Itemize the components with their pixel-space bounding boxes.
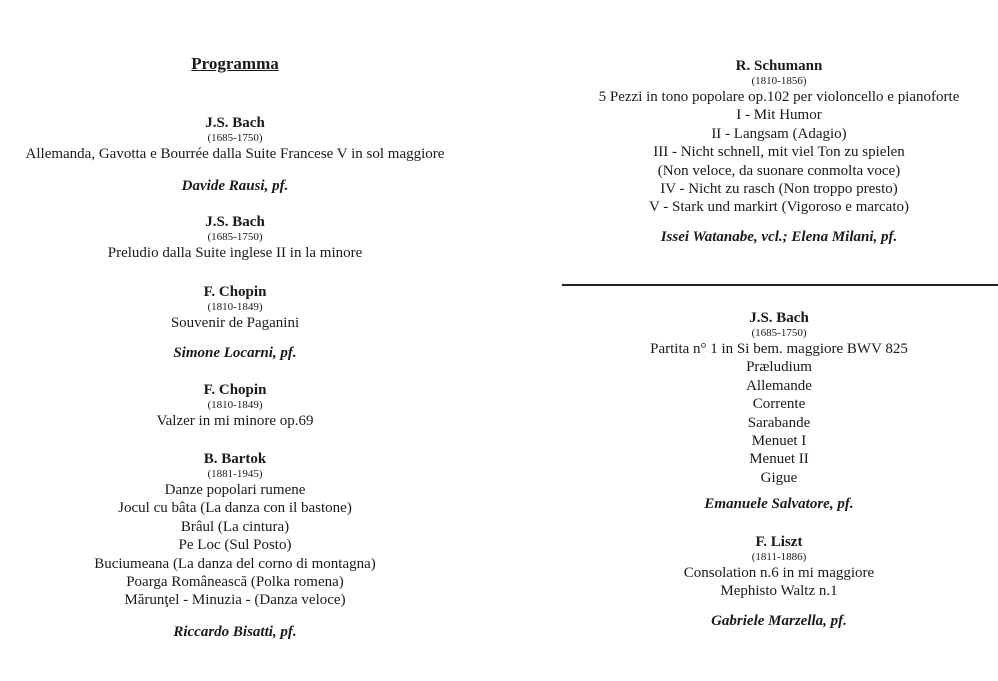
piece-title: Poarga Românească (Polka romena) bbox=[126, 574, 344, 591]
piece-title: V - Stark und markirt (Vigoroso e marcato) bbox=[648, 199, 909, 216]
piece-title: Buciumeana (La danza del corno di montagna) bbox=[94, 555, 376, 572]
composer-dates: (1811-1886) bbox=[751, 551, 807, 563]
program-entry bbox=[0, 450, 470, 610]
composer-name: J.S. Bach bbox=[205, 115, 265, 131]
program-entry bbox=[560, 533, 998, 601]
program-title: Programma bbox=[191, 54, 279, 73]
piece-title: Præludium bbox=[746, 359, 812, 376]
composer-name: F. Chopin bbox=[203, 284, 267, 300]
piece-title: III - Nicht schnell, mit viel Ton zu spielen bbox=[653, 144, 905, 161]
composer-name: F. Chopin bbox=[203, 382, 267, 398]
piece-title: Gigue bbox=[760, 469, 798, 486]
performer-name: Davide Rausi, pf. bbox=[181, 178, 289, 194]
composer-name: J.S. Bach bbox=[749, 310, 809, 326]
piece-title: Jocul cu bâta (La danza con il bastone) bbox=[118, 500, 352, 517]
piece-title: Pe Loc (Sul Posto) bbox=[178, 537, 292, 554]
piece-title: I - Mit Humor bbox=[736, 107, 822, 124]
program-entry bbox=[0, 381, 470, 430]
program-entry bbox=[560, 57, 998, 217]
piece-title: 5 Pezzi in tono popolare op.102 per violoncello e pianoforte bbox=[598, 89, 960, 105]
performer-name: Emanuele Salvatore, pf. bbox=[704, 496, 854, 512]
piece-title: Brâul (La cintura) bbox=[180, 518, 290, 535]
piece-title: Souvenir de Paganini bbox=[170, 315, 300, 331]
composer-name: F. Liszt bbox=[755, 534, 803, 550]
piece-title: Partita n° 1 in Si bem. maggiore BWV 825 bbox=[650, 341, 908, 357]
piece-title: Mărunţel - Minuzia - (Danza veloce) bbox=[124, 592, 346, 609]
composer-dates: (1810-1849) bbox=[207, 399, 263, 411]
piece-title: Allemanda, Gavotta e Bourrée dalla Suite Francese V in sol maggiore bbox=[25, 146, 445, 162]
piece-title: IV - Nicht zu rasch (Non troppo presto) bbox=[660, 181, 898, 198]
piece-title: Preludio dalla Suite inglese II in la minore bbox=[107, 245, 363, 261]
program-entry bbox=[0, 283, 470, 332]
piece-title: Sarabande bbox=[747, 414, 811, 431]
section-divider bbox=[562, 284, 998, 286]
piece-title: Mephisto Waltz n.1 bbox=[720, 583, 838, 600]
piece-title: Consolation n.6 in mi maggiore bbox=[683, 565, 875, 581]
composer-dates: (1685-1750) bbox=[751, 327, 807, 339]
piece-title: II - Langsam (Adagio) bbox=[711, 125, 847, 142]
performer-name: Issei Watanabe, vcl.; Elena Milani, pf. bbox=[660, 229, 898, 245]
composer-dates: (1810-1856) bbox=[751, 75, 807, 87]
composer-dates: (1810-1849) bbox=[207, 301, 263, 313]
performer-name: Simone Locarni, pf. bbox=[173, 345, 297, 361]
piece-title: Allemande bbox=[746, 377, 812, 394]
composer-name: J.S. Bach bbox=[205, 214, 265, 230]
piece-title: (Non veloce, da suonare conmolta voce) bbox=[657, 162, 901, 179]
performer-name: Riccardo Bisatti, pf. bbox=[173, 624, 297, 640]
program-entry bbox=[0, 114, 470, 163]
composer-name: R. Schumann bbox=[735, 58, 823, 74]
composer-dates: (1881-1945) bbox=[207, 468, 263, 480]
piece-title: Menuet I bbox=[751, 433, 807, 450]
composer-dates: (1685-1750) bbox=[207, 231, 263, 243]
piece-title: Corrente bbox=[752, 396, 806, 413]
program-entry bbox=[560, 309, 998, 487]
piece-title: Danze popolari rumene bbox=[164, 482, 306, 498]
piece-title: Menuet II bbox=[749, 451, 809, 468]
piece-title: Valzer in mi minore op.69 bbox=[156, 413, 314, 429]
performer-name: Gabriele Marzella, pf. bbox=[711, 613, 847, 629]
program-entry bbox=[0, 213, 470, 262]
composer-name: B. Bartok bbox=[203, 451, 267, 467]
composer-dates: (1685-1750) bbox=[207, 132, 263, 144]
